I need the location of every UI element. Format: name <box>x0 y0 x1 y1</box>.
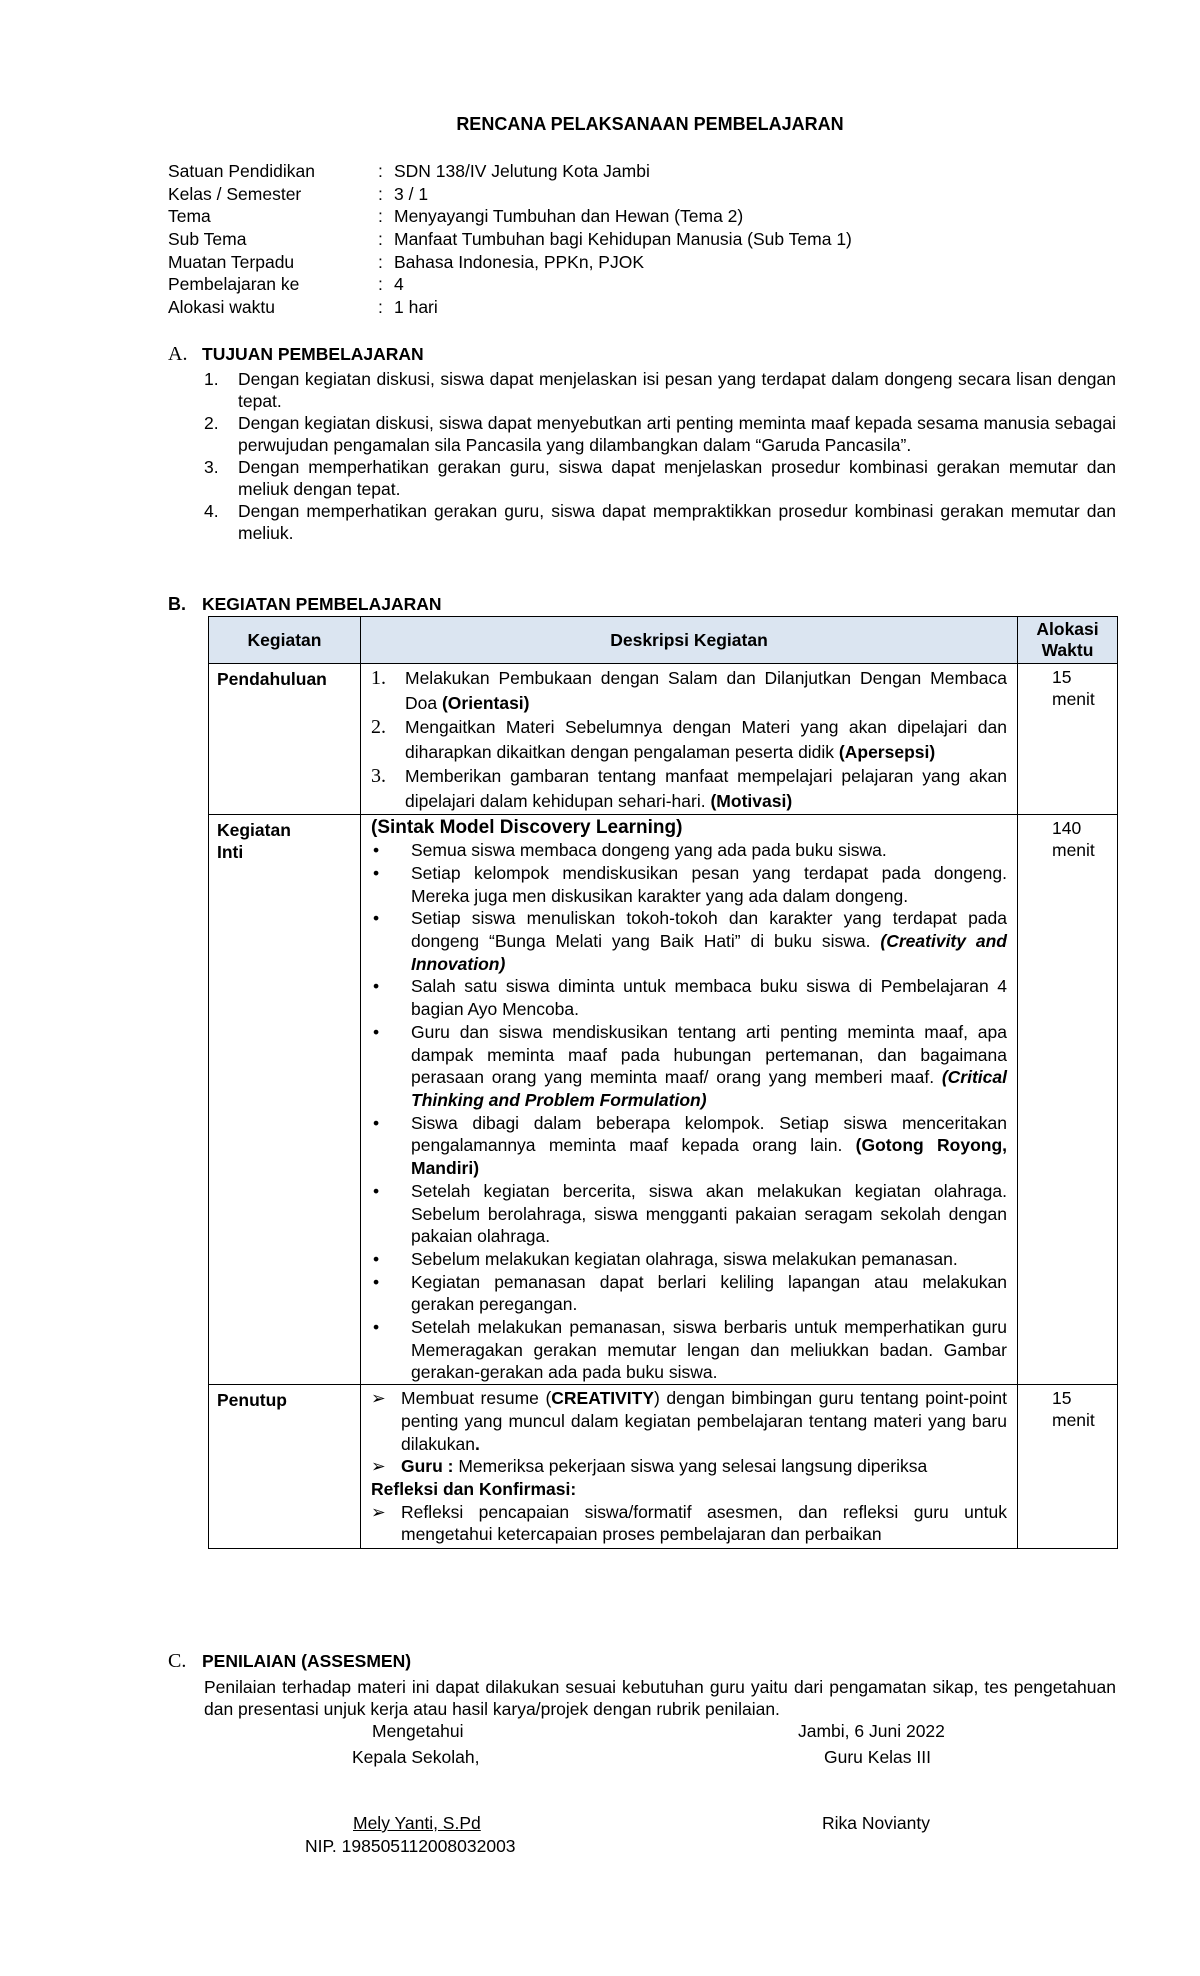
desc-inti <box>361 814 1018 1385</box>
item-text: Kegiatan pemanasan dapat berlari keliling lapangan atau melakukan gerakan peregangan. <box>411 1271 1007 1315</box>
sig-right-line1: Jambi, 6 Juni 2022 <box>798 1721 945 1741</box>
identity-colon: : <box>378 229 383 250</box>
identity-row <box>168 273 852 296</box>
item-text: Semua siswa membaca dongeng yang ada pada buku siswa. <box>411 840 887 861</box>
phase-inti-label: Kegiatan Inti <box>217 819 291 862</box>
list-item <box>371 1501 1007 1546</box>
document-title: RENCANA PELAKSANAAN PEMBELAJARAN <box>456 114 844 134</box>
item-text: Melakukan Pembukaan dengan Salam dan Dilanjutkan Dengan Membaca Doa <box>405 668 1007 713</box>
section-a-heading <box>168 343 424 365</box>
section-c-title: PENILAIAN (ASSESMEN) <box>202 1651 412 1671</box>
goals-list <box>204 368 1116 544</box>
identity-value: Manfaat Tumbuhan bagi Kehidupan Manusia (Sub Tema 1) <box>394 229 852 250</box>
sig-left-line1: Mengetahui <box>372 1721 464 1741</box>
list-item <box>371 764 1007 813</box>
item-text: Mengaitkan Materi Sebelumnya dengan Materi yang akan dipelajari dan diharapkan dikaitkan dengan pengalaman peserta didik <box>405 717 1007 762</box>
item-text: Setelah kegiatan bercerita, siswa akan melakukan kegiatan olahraga. Sebelum berolahraga, siswa mengganti pakaian seragam sekolah dengan pakaian olahraga. <box>411 1180 1007 1247</box>
header-deskripsi: Deskripsi Kegiatan <box>361 617 1018 664</box>
list-item <box>371 839 1007 862</box>
section-a-title: TUJUAN PEMBELAJARAN <box>202 344 424 364</box>
identity-colon: : <box>378 206 383 227</box>
row-pendahuluan <box>209 664 1118 815</box>
identity-label: Sub Tema <box>168 229 247 250</box>
bullet: • <box>373 840 380 861</box>
desc-pendahuluan <box>361 664 1018 815</box>
item-number: 3. <box>371 765 386 788</box>
bullet: • <box>373 1021 380 1042</box>
bullet: • <box>373 976 380 997</box>
item-text: Setiap kelompok mendiskusikan pesan yang terdapat pada dongeng. Mereka juga men diskusikan karakter yang ada dalam dongeng. <box>411 862 1007 906</box>
item-number: 2. <box>371 716 386 739</box>
section-b-letter: B. <box>168 594 186 614</box>
list-item <box>371 1387 1007 1455</box>
section-c-letter: C. <box>168 1650 187 1672</box>
item-text: Guru dan siswa mendiskusikan tentang arti penting meminta maaf, apa dampak meminta maaf pada hubungan pertemanan, dan bagaimana perasaan orang yang meminta maaf/ orang yang memberi maaf. <box>411 1021 1007 1088</box>
list-item <box>371 975 1007 1020</box>
identity-value: 1 hari <box>394 297 438 318</box>
time-inti: 140 menit <box>1018 814 1118 1385</box>
goal-text: Dengan memperhatikan gerakan guru, siswa dapat menjelaskan prosedur kombinasi gerakan memutar dan meliuk dengan tepat. <box>238 457 1116 499</box>
identity-label: Muatan Terpadu <box>168 251 295 272</box>
list-item <box>371 1248 1007 1271</box>
activity-table <box>208 616 1118 1549</box>
identity-label: Alokasi waktu <box>168 297 275 318</box>
goal-number: 1. <box>204 369 219 389</box>
item-tag: (Motivasi) <box>710 790 793 811</box>
identity-label: Satuan Pendidikan <box>168 161 315 181</box>
bullet: • <box>373 862 380 883</box>
list-item <box>371 715 1007 764</box>
sintak-title: (Sintak Model Discovery Learning) <box>371 816 683 838</box>
phase-penutup: Penutup <box>209 1385 361 1549</box>
identity-row <box>168 296 852 319</box>
list-item <box>371 1455 1007 1478</box>
time-penutup: 15 menit <box>1018 1385 1118 1549</box>
list-item <box>371 1180 1007 1248</box>
list-item <box>371 907 1007 975</box>
item-text: ) dengan bimbingan guru tentang point-point penting yang muncul dalam kegiatan pembelajaran tentang materi yang baru dilakukan <box>401 1388 1008 1454</box>
list-item <box>371 1271 1007 1316</box>
phase-pendahuluan: Pendahuluan <box>209 664 361 815</box>
arrow-icon: ➢ <box>371 1456 386 1477</box>
goal-text: Dengan kegiatan diskusi, siswa dapat menjelaskan isi pesan yang terdapat dalam dongeng secara lisan dengan tepat. <box>238 369 1116 411</box>
item-number: 1. <box>371 667 386 689</box>
item-text: Siswa dibagi dalam beberapa kelompok. Setiap siswa menceritakan pengalamannya meminta maaf kepada orang lain. <box>411 1112 1007 1156</box>
item-text: Membuat resume ( <box>401 1388 552 1409</box>
list-item <box>371 666 1007 715</box>
header-alokasi: Alokasi Waktu <box>1018 617 1118 664</box>
bullet: • <box>373 908 380 929</box>
identity-row <box>168 251 852 274</box>
arrow-icon: ➢ <box>371 1501 386 1522</box>
identity-label: Tema <box>168 206 211 227</box>
identity-value: SDN 138/IV Jelutung Kota Jambi <box>394 161 650 181</box>
bullet: • <box>373 1112 380 1133</box>
refleksi-heading: Refleksi dan Konfirmasi: <box>371 1478 577 1499</box>
row-penutup <box>209 1385 1118 1549</box>
bullet: • <box>373 1180 380 1201</box>
identity-row <box>168 160 852 183</box>
section-c-heading <box>168 1650 411 1672</box>
goal-text: Dengan kegiatan diskusi, siswa dapat menyebutkan arti penting meminta maaf kepada sesama manusia sebagai perwujudan pengamalan sila Pancasila yang dilambangkan dalam “Garuda Pancasila”. <box>238 413 1116 455</box>
item-tag: (Apersepsi) <box>838 741 936 762</box>
item-tag: (Orientasi) <box>441 692 530 713</box>
section-b-title: KEGIATAN PEMBELAJARAN <box>202 594 442 614</box>
item-tag: Guru : <box>401 1456 459 1477</box>
identity-row <box>168 183 852 206</box>
goal-item <box>204 500 1116 544</box>
item-tag: (Gotong Royong, Mandiri) <box>411 1135 1007 1179</box>
identity-label: Pembelajaran ke <box>168 274 300 295</box>
sig-left-name: Mely Yanti, S.Pd <box>353 1813 481 1833</box>
sig-left-line2: Kepala Sekolah, <box>352 1747 480 1767</box>
header-kegiatan: Kegiatan <box>209 617 361 664</box>
identity-label: Kelas / Semester <box>168 183 302 204</box>
goal-number: 4. <box>204 501 219 521</box>
identity-value: 3 / 1 <box>394 183 429 204</box>
identity-row <box>168 205 852 228</box>
item-text: Memeriksa pekerjaan siswa yang selesai langsung diperiksa <box>458 1456 928 1477</box>
section-a-letter: A. <box>168 343 188 365</box>
item-tag: (Creativity and Innovation) <box>411 931 1007 974</box>
identity-colon: : <box>378 183 383 204</box>
goal-item <box>204 412 1116 456</box>
item-tag: CREATIVITY <box>551 1388 655 1409</box>
assessment-text: Penilaian terhadap materi ini dapat dilakukan sesuai kebutuhan guru yaitu dari pengamatan sikap, tes pengetahuan dan presentasi unjuk kerja atau hasil karya/projek dengan rubrik penilaian. <box>204 1677 1116 1719</box>
identity-row <box>168 228 852 251</box>
table-header-row <box>209 617 1118 664</box>
identity-table <box>168 160 852 319</box>
list-item <box>371 862 1007 907</box>
section-b-heading <box>168 593 442 615</box>
item-text: Memberikan gambaran tentang manfaat mempelajari pelajaran yang akan dipelajari dalam kehidupan sehari-hari. <box>405 766 1007 811</box>
goal-item <box>204 456 1116 500</box>
item-text: Setiap siswa menuliskan tokoh-tokoh dan karakter yang terdapat pada dongeng “Bunga Melati yang Baik Hati” di buku siswa. <box>411 908 1007 952</box>
bullet: • <box>373 1248 380 1269</box>
list-item <box>371 1316 1007 1384</box>
row-inti <box>209 814 1118 1385</box>
item-tag: (Critical Thinking and Problem Formulation) <box>411 1067 1007 1110</box>
sig-left-nip: NIP. 198505112008032003 <box>305 1836 516 1856</box>
sig-right-name: Rika Novianty <box>822 1813 930 1833</box>
list-item <box>371 1112 1007 1180</box>
arrow-icon: ➢ <box>371 1388 386 1409</box>
desc-penutup <box>361 1385 1018 1549</box>
item-text: Sebelum melakukan kegiatan olahraga, siswa melakukan pemanasan. <box>411 1248 958 1269</box>
goal-item <box>204 368 1116 412</box>
phase-inti <box>209 814 361 1385</box>
item-text: Salah satu siswa diminta untuk membaca buku siswa di Pembelajaran 4 bagian Ayo Mencoba. <box>411 976 1007 1020</box>
identity-colon: : <box>378 297 383 318</box>
time-pendahuluan: 15 menit <box>1018 664 1118 815</box>
bullet: • <box>373 1317 380 1338</box>
goal-number: 3. <box>204 457 219 477</box>
item-text: Refleksi pencapaian siswa/formatif asesmen, dan refleksi guru untuk mengetahui ketercapaian proses pembelajaran dan perbaikan <box>401 1501 1007 1545</box>
identity-value: 4 <box>394 274 404 295</box>
item-period: . <box>474 1433 480 1454</box>
sig-right-line2: Guru Kelas III <box>824 1747 931 1767</box>
item-text: Setelah melakukan pemanasan, siswa berbaris untuk memperhatikan guru Memeragakan gerakan memutar lengan dan meliukkan badan. Gambar gerakan-gerakan ada pada buku siswa. <box>411 1317 1007 1383</box>
bullet: • <box>373 1271 380 1292</box>
identity-colon: : <box>378 251 383 272</box>
identity-value: Bahasa Indonesia, PPKn, PJOK <box>394 251 645 272</box>
goal-number: 2. <box>204 413 219 433</box>
identity-colon: : <box>378 161 383 181</box>
identity-colon: : <box>378 274 383 295</box>
list-item <box>371 1021 1007 1112</box>
identity-value: Menyayangi Tumbuhan dan Hewan (Tema 2) <box>394 206 744 227</box>
goal-text: Dengan memperhatikan gerakan guru, siswa dapat mempraktikkan prosedur kombinasi gerakan memutar dan meliuk. <box>238 501 1116 543</box>
